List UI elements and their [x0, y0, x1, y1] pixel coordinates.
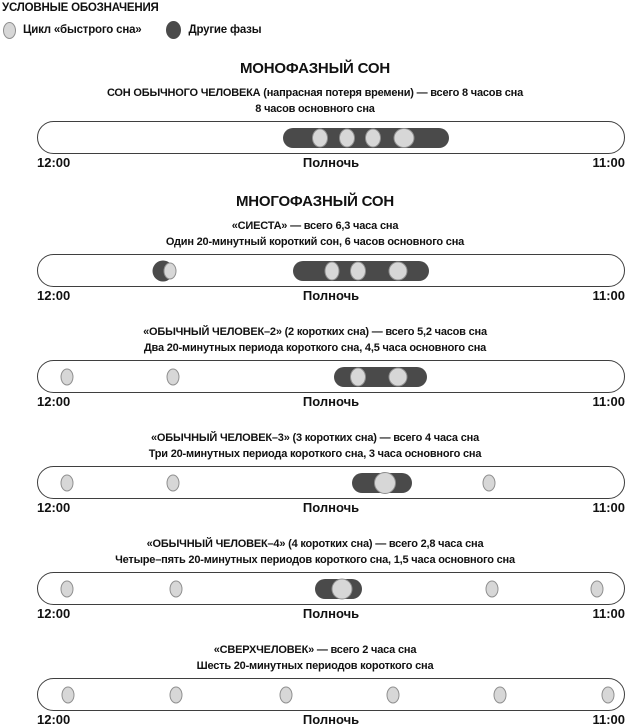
rem-cycle-marker	[388, 367, 407, 386]
section-text	[0, 324, 630, 356]
section-title: «СВЕРХЧЕЛОВЕК» — всего 2 часа сна	[213, 644, 417, 656]
group-heading: МОНОФАЗНЫЙ СОН	[240, 60, 390, 77]
section-title: СОН ОБЫЧНОГО ЧЕЛОВЕКА (напрасная потеря времени) — всего 8 часов сна	[106, 87, 524, 99]
legend-label-other: Другие фазы	[188, 24, 262, 36]
section-text	[0, 642, 630, 674]
axis-labels	[37, 155, 625, 172]
rem-cycle-marker	[591, 580, 604, 597]
legend-label-rem: Цикл «быстрого сна»	[23, 24, 142, 36]
rem-cycle-marker	[167, 474, 180, 491]
sleep-schedule-section	[0, 536, 630, 623]
rem-cycle-marker	[339, 128, 355, 147]
rem-cycle-marker	[332, 578, 353, 599]
core-sleep-segment	[334, 367, 427, 387]
section-text	[0, 218, 630, 250]
timeline	[37, 254, 625, 287]
timeline	[37, 466, 625, 499]
axis-label-midnight: Полночь	[302, 394, 360, 409]
rem-cycle-marker	[60, 580, 73, 597]
legend	[0, 0, 630, 39]
timeline	[37, 678, 625, 711]
axis-label-midnight: Полночь	[302, 606, 360, 621]
rem-cycle-marker	[61, 686, 74, 703]
sleep-schedule-section	[0, 60, 630, 172]
rem-cycle-marker	[485, 580, 498, 597]
axis-label-right: 11:00	[592, 606, 625, 621]
rem-cycle-marker	[170, 580, 183, 597]
section-title: «ОБЫЧНЫЙ ЧЕЛОВЕК–4» (4 коротких сна) — всего 2,8 часа сна	[146, 538, 484, 550]
section-title: «ОБЫЧНЫЙ ЧЕЛОВЕК–2» (2 коротких сна) — всего 5,2 часов сна	[143, 326, 487, 338]
rem-cycle-marker	[602, 686, 615, 703]
timeline-bar	[37, 360, 625, 393]
sleep-schedule-section	[0, 193, 630, 305]
legend-row	[3, 21, 630, 39]
rem-cycle-marker	[494, 686, 507, 703]
rem-cycle-marker	[388, 261, 407, 280]
axis-label-right: 11:00	[592, 500, 625, 515]
rem-cycle-marker	[167, 368, 180, 385]
axis-label-left: 12:00	[37, 155, 71, 170]
axis-label-left: 12:00	[37, 500, 71, 515]
axis-labels	[37, 712, 625, 726]
axis-label-left: 12:00	[37, 288, 71, 303]
axis-label-right: 11:00	[592, 712, 625, 726]
axis-labels	[37, 394, 625, 411]
timeline	[37, 121, 625, 154]
rem-cycle-marker	[325, 261, 340, 280]
sleep-schedule-section	[0, 642, 630, 726]
timeline-bar	[37, 121, 625, 154]
rem-cycle-marker	[365, 128, 381, 147]
timeline-bar	[37, 678, 625, 711]
sleep-schedule-section	[0, 324, 630, 411]
rem-cycle-marker	[279, 686, 292, 703]
axis-label-midnight: Полночь	[302, 288, 360, 303]
sleep-schedule-section	[0, 430, 630, 517]
section-subtitle: Два 20-минутных периода короткого сна, 4,5 часа основного сна	[143, 342, 487, 354]
group-heading: МНОГОФАЗНЫЙ СОН	[235, 193, 395, 210]
rem-cycle-marker	[350, 367, 366, 386]
axis-labels	[37, 606, 625, 623]
section-subtitle: 8 часов основного сна	[255, 103, 375, 115]
axis-label-midnight: Полночь	[302, 500, 360, 515]
legend-title: УСЛОВНЫЕ ОБОЗНАЧЕНИЯ	[2, 2, 159, 14]
section-subtitle: Три 20-минутных периода короткого сна, 3 часа основного сна	[148, 448, 482, 460]
section-subtitle: Один 20-минутный короткий сон, 6 часов основного сна	[165, 236, 465, 248]
section-subtitle: Четыре–пять 20-минутных периодов короткого сна, 1,5 часа основного сна	[115, 554, 515, 566]
axis-label-midnight: Полночь	[302, 155, 360, 170]
rem-cycle-marker	[386, 686, 399, 703]
axis-label-left: 12:00	[37, 606, 71, 621]
rem-cycle-marker	[483, 474, 496, 491]
axis-label-midnight: Полночь	[302, 712, 360, 726]
legend-item-other	[166, 21, 261, 39]
rem-cycle-marker	[170, 686, 183, 703]
rem-cycle-marker	[350, 261, 366, 280]
rem-cycle-marker	[394, 128, 415, 148]
axis-label-right: 11:00	[592, 394, 625, 409]
axis-labels	[37, 288, 625, 305]
timeline-bar	[37, 572, 625, 605]
section-title: «СИЕСТА» — всего 6,3 часа сна	[231, 220, 399, 232]
rem-cycle-marker	[60, 368, 73, 385]
legend-item-rem	[3, 22, 141, 39]
rem-cycle-icon	[3, 22, 16, 39]
section-text	[0, 536, 630, 568]
axis-labels	[37, 500, 625, 517]
timeline-bar	[37, 466, 625, 499]
timeline	[37, 360, 625, 393]
rem-cycle-marker	[312, 128, 328, 147]
timeline-bar	[37, 254, 625, 287]
nap-rem-cycle-marker	[164, 262, 177, 279]
axis-label-right: 11:00	[592, 155, 625, 170]
timeline	[37, 572, 625, 605]
axis-label-left: 12:00	[37, 712, 71, 726]
section-subtitle: Шесть 20-минутных периодов короткого сна	[196, 660, 434, 672]
section-text	[0, 430, 630, 462]
other-phases-icon	[166, 21, 181, 39]
sections	[0, 60, 630, 726]
section-text	[0, 85, 630, 117]
section-title: «ОБЫЧНЫЙ ЧЕЛОВЕК–3» (3 коротких сна) — всего 4 часа сна	[151, 432, 479, 444]
axis-label-left: 12:00	[37, 394, 71, 409]
rem-cycle-marker	[374, 472, 396, 494]
rem-cycle-marker	[60, 474, 73, 491]
axis-label-right: 11:00	[592, 288, 625, 303]
